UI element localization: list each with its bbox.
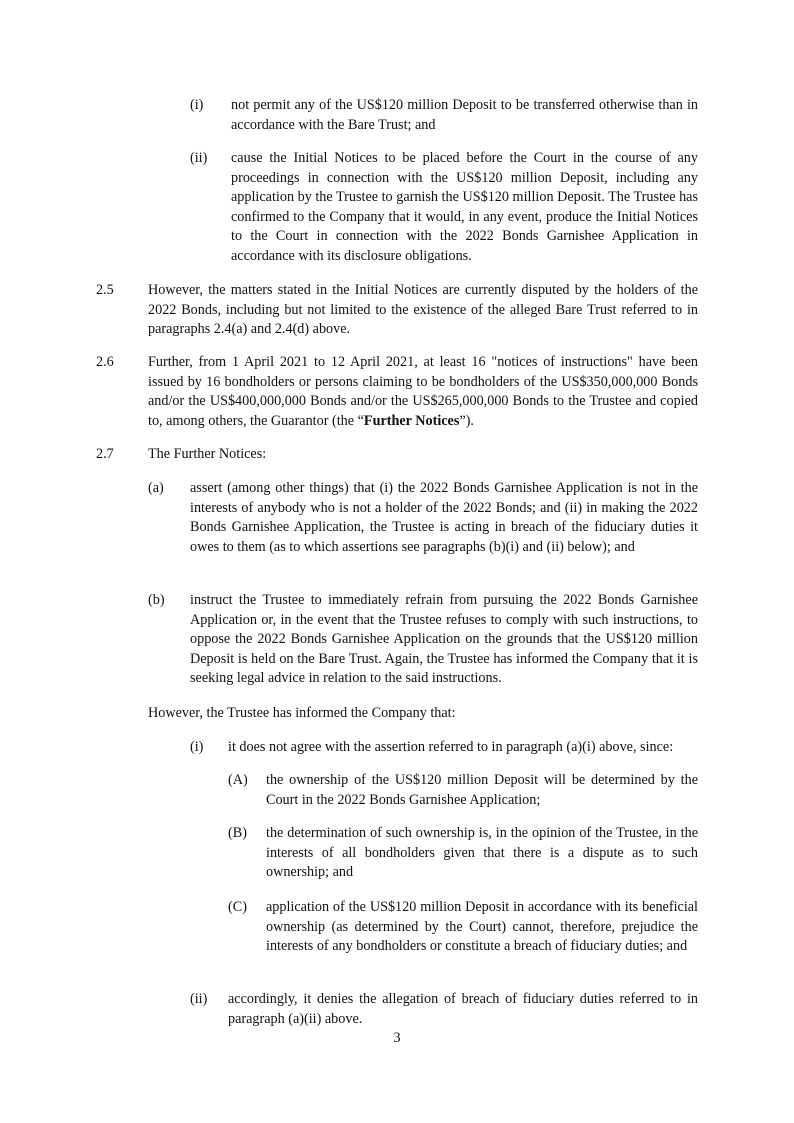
item-label: (a)	[148, 480, 164, 496]
item-label: (i)	[190, 97, 204, 113]
paragraph-text: cause the Initial Notices to be placed before the Court in the course of any proceedings in connection with the US$120 million Deposit, including any application by the Trustee to garnish the US$120 million Deposit. The Trustee has confirmed to the Company that it would, in any event, produce the Initial Notices to the Court in connection with the 2022 Bonds Garnishee Application in accordance with its disclosure obligations.	[231, 150, 698, 264]
paragraph-text: it does not agree with the assertion referred to in paragraph (a)(i) above, since:	[228, 739, 674, 755]
item-label: (i)	[190, 739, 204, 755]
paragraph-text: application of the US$120 million Deposit in accordance with its beneficial ownership (as determined by the Court) cannot, therefore, prejudice the interests of any bondholders or constitute a breach of fiduciary duties; and	[266, 899, 698, 955]
item-label: (C)	[228, 899, 247, 915]
paragraph-text: assert (among other things) that (i) the 2022 Bonds Garnishee Application is not in the interests of anybody who is not a holder of the 2022 Bonds; and (ii) in making the 2022 Bonds Garnishee Application, the Trustee is acting in breach of the fiduciary duties it owes to them (as to which assertions see paragraphs (b)(i) and (ii) below); and	[190, 480, 698, 555]
paragraph-text: accordingly, it denies the allegation of breach of fiduciary duties referred to in paragraph (a)(ii) above.	[228, 991, 698, 1027]
defined-term: Further Notices	[363, 412, 460, 429]
item-label: (ii)	[190, 991, 208, 1007]
paragraph-text-part: Further, from 1 April 2021 to 12 April 2021, at least 16 "notices of instructions" have been issued by 16 bondholders or persons claiming to be bondholders of the US$350,000,000 Bonds and/or the US$400,000,000 Bonds and/or the US$265,000,000 Bonds to the Trustee and copied to, among others, the Guarantor (the “	[148, 354, 698, 429]
paragraph-text: instruct the Trustee to immediately refrain from pursuing the 2022 Bonds Garnishee Application or, in the event that the Trustee refuses to comply with such instructions, to oppose the 2022 Bonds Garnishee Application on the grounds that the US$120 million Deposit is held on the Bare Trust. Again, the Trustee has informed the Company that it is seeking legal advice in relation to the said instructions.	[190, 592, 698, 687]
section-number: 2.5	[96, 282, 114, 298]
section-number: 2.7	[96, 446, 114, 462]
item-label: (A)	[228, 772, 248, 788]
paragraph-text: However, the Trustee has informed the Company that:	[148, 705, 456, 721]
item-label: (b)	[148, 592, 165, 608]
paragraph-text-part: ”).	[459, 412, 474, 429]
item-label: (ii)	[190, 150, 208, 166]
paragraph-text: The Further Notices:	[148, 446, 267, 462]
paragraph-text: not permit any of the US$120 million Deposit to be transferred otherwise than in accordance with the Bare Trust; and	[231, 97, 698, 133]
paragraph-text: However, the matters stated in the Initial Notices are currently disputed by the holders of the 2022 Bonds, including but not limited to the existence of the alleged Bare Trust referred to in paragraphs 2.4(a) and 2.4(d) above.	[148, 282, 698, 338]
section-number: 2.6	[96, 354, 114, 370]
page-number: 3	[393, 1030, 401, 1046]
paragraph-text: the ownership of the US$120 million Deposit will be determined by the Court in the 2022 Bonds Garnishee Application;	[266, 772, 698, 808]
paragraph-text: the determination of such ownership is, in the opinion of the Trustee, in the interests of all bondholders given that there is a dispute as to such ownership; and	[266, 825, 698, 881]
paragraph-text	[148, 353, 698, 431]
item-label: (B)	[228, 825, 247, 841]
